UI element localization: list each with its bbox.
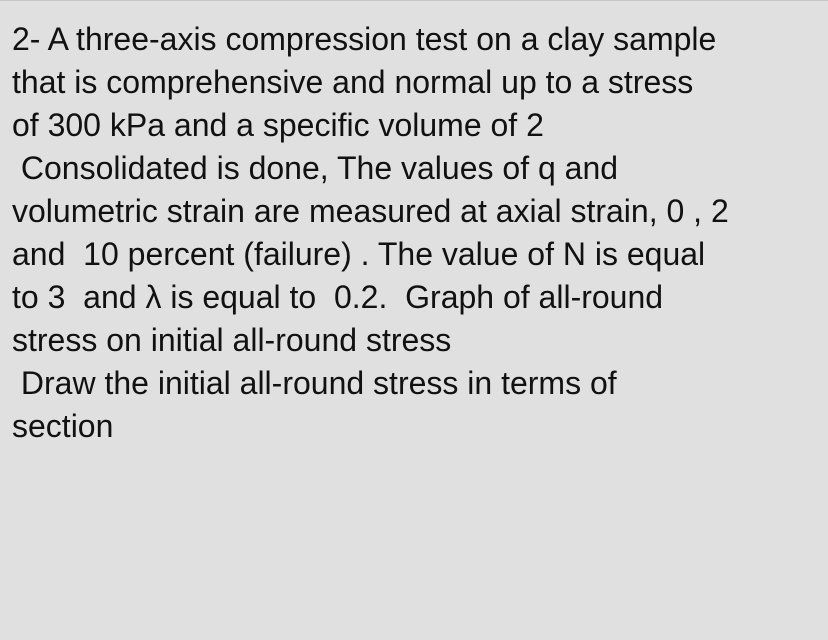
text-line-10: section (12, 408, 114, 444)
text-line-3: of 300 kPa and a specific volume of 2 (12, 107, 544, 143)
text-line-8: stress on initial all-round stress (12, 322, 452, 358)
text-line-7: to 3 and λ is equal to 0.2. Graph of all-round (12, 279, 664, 315)
text-line-4: Consolidated is done, The values of q and (12, 150, 619, 186)
text-line-9: Draw the initial all-round stress in terms of (12, 365, 617, 401)
top-divider (0, 0, 828, 1)
text-line-5: volumetric strain are measured at axial strain, 0 , 2 (12, 193, 729, 229)
text-line-6: and 10 percent (failure) . The value of N is equal (12, 236, 706, 272)
text-line-2: that is comprehensive and normal up to a stress (12, 64, 694, 100)
text-line-1: 2- A three-axis compression test on a clay sample (12, 21, 717, 57)
question-text (12, 18, 824, 448)
